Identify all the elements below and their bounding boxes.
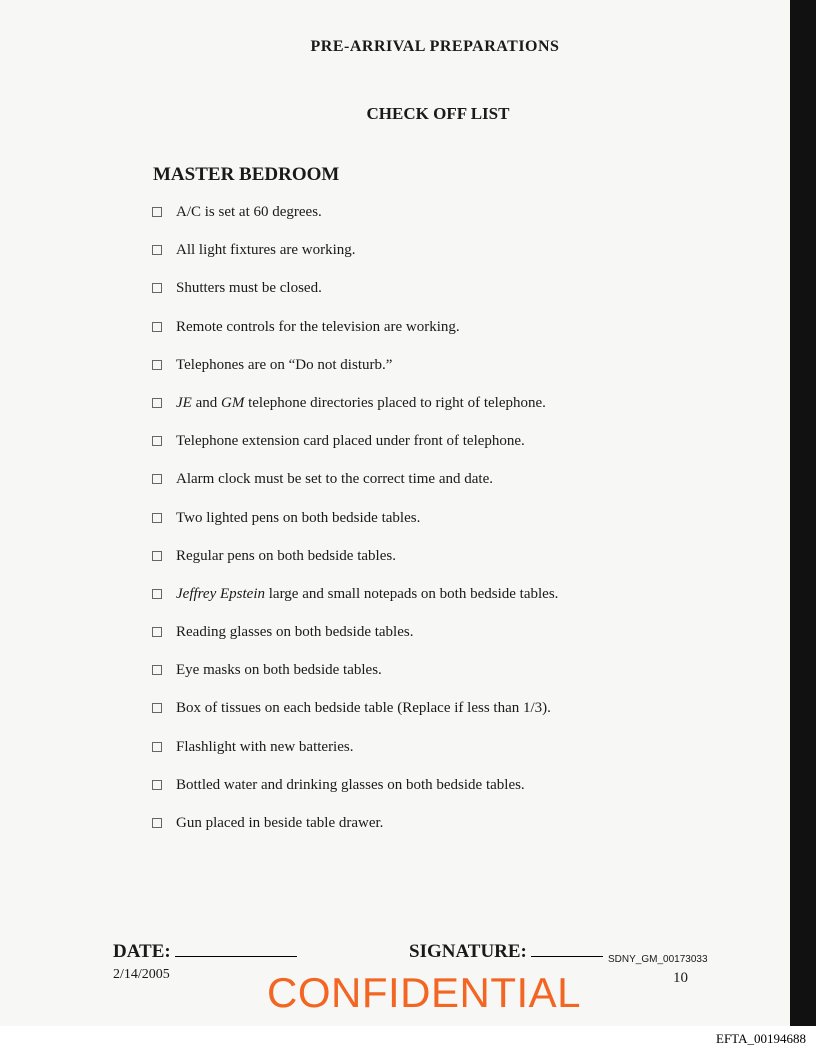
checklist-item bbox=[147, 738, 558, 776]
checklist-item bbox=[147, 623, 558, 661]
checklist-item-text: Gun placed in beside table drawer. bbox=[176, 815, 384, 831]
checkbox-icon[interactable] bbox=[152, 627, 162, 637]
checklist-item-text: Telephone extension card placed under front of telephone. bbox=[176, 433, 525, 450]
checkbox-icon[interactable] bbox=[152, 283, 162, 293]
checklist bbox=[147, 203, 558, 852]
checklist-item bbox=[147, 203, 558, 241]
checklist-item-text: JE and GM telephone directories placed to right of telephone. bbox=[176, 394, 546, 411]
document-title: PRE-ARRIVAL PREPARATIONS bbox=[310, 38, 560, 55]
checklist-item-text: Bottled water and drinking glasses on both bedside tables. bbox=[176, 776, 525, 793]
checklist-item-text: Shutters must be closed. bbox=[176, 280, 322, 297]
scan-edge bbox=[790, 0, 816, 1026]
checkbox-icon[interactable] bbox=[152, 551, 162, 561]
checklist-item-text: All light fixtures are working. bbox=[176, 242, 356, 259]
checkbox-icon[interactable] bbox=[152, 322, 162, 332]
checkbox-icon[interactable] bbox=[152, 780, 162, 790]
checklist-item bbox=[147, 585, 558, 623]
signature-field bbox=[409, 941, 603, 963]
checkbox-icon[interactable] bbox=[152, 818, 162, 828]
page-number: 10 bbox=[673, 970, 688, 986]
checklist-item-text: Box of tissues on each bedside table (Replace if less than 1/3). bbox=[176, 700, 551, 717]
checklist-item bbox=[147, 547, 558, 585]
checklist-item-text: Alarm clock must be set to the correct time and date. bbox=[176, 471, 493, 488]
checkbox-icon[interactable] bbox=[152, 474, 162, 484]
checkbox-icon[interactable] bbox=[152, 436, 162, 446]
checklist-item bbox=[147, 394, 558, 432]
date-line[interactable] bbox=[175, 955, 297, 957]
checklist-item bbox=[147, 661, 558, 699]
checklist-item bbox=[147, 776, 558, 814]
checklist-item bbox=[147, 509, 558, 547]
checkbox-icon[interactable] bbox=[152, 398, 162, 408]
checkbox-icon[interactable] bbox=[152, 207, 162, 217]
checklist-item-text: Jeffrey Epstein large and small notepads on both bedside tables. bbox=[176, 585, 559, 602]
document-date: 2/14/2005 bbox=[113, 967, 170, 982]
signature-label: SIGNATURE: bbox=[409, 941, 527, 962]
checklist-item-text: Telephones are on “Do not disturb.” bbox=[176, 356, 393, 373]
checklist-item-text: Two lighted pens on both bedside tables. bbox=[176, 509, 421, 526]
checklist-item bbox=[147, 356, 558, 394]
checklist-item-text: Regular pens on both bedside tables. bbox=[176, 547, 396, 564]
checkbox-icon[interactable] bbox=[152, 589, 162, 599]
date-label: DATE: bbox=[113, 941, 171, 962]
checklist-item bbox=[147, 814, 558, 852]
checklist-item bbox=[147, 699, 558, 737]
signature-line[interactable] bbox=[531, 955, 603, 957]
section-title: MASTER BEDROOM bbox=[153, 164, 340, 185]
checklist-item bbox=[147, 318, 558, 356]
checklist-item-text: Flashlight with new batteries. bbox=[176, 738, 354, 755]
checklist-item-text: A/C is set at 60 degrees. bbox=[176, 204, 322, 220]
checkbox-icon[interactable] bbox=[152, 245, 162, 255]
checkbox-icon[interactable] bbox=[152, 703, 162, 713]
date-field bbox=[113, 941, 297, 963]
checklist-item-text: Eye masks on both bedside tables. bbox=[176, 662, 382, 679]
checklist-item-text: Reading glasses on both bedside tables. bbox=[176, 624, 414, 641]
confidential-stamp: CONFIDENTIAL bbox=[267, 969, 582, 1016]
checklist-item-text: Remote controls for the television are working. bbox=[176, 318, 460, 335]
checklist-item bbox=[147, 279, 558, 317]
checkbox-icon[interactable] bbox=[152, 742, 162, 752]
checklist-item bbox=[147, 470, 558, 508]
document-subtitle: CHECK OFF LIST bbox=[366, 104, 510, 123]
checkbox-icon[interactable] bbox=[152, 665, 162, 675]
checkbox-icon[interactable] bbox=[152, 360, 162, 370]
checklist-item bbox=[147, 432, 558, 470]
bates-number: SDNY_GM_00173033 bbox=[608, 954, 708, 965]
checklist-item bbox=[147, 241, 558, 279]
checkbox-icon[interactable] bbox=[152, 513, 162, 523]
efta-number: EFTA_00194688 bbox=[716, 1031, 806, 1046]
